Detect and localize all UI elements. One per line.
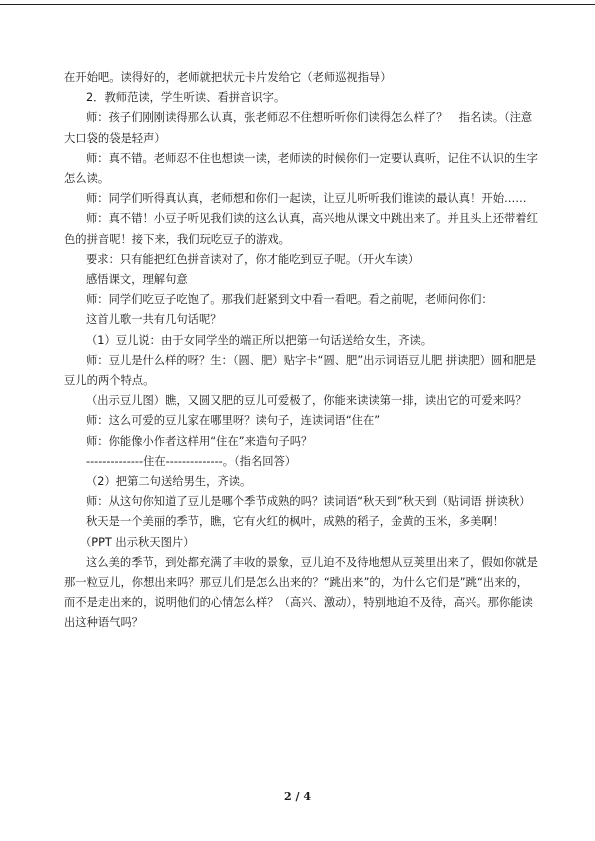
paragraph: 师：这么可爱的豆儿家在哪里呀？读句子，连读词语“住在”: [86, 414, 381, 428]
paragraph: --------------住在--------------。（指名回答）: [86, 454, 297, 468]
paragraph: （2）把第二句送给男生，齐读。: [86, 475, 252, 489]
document-body: [64, 68, 539, 634]
paragraph: 师：你能像小作者这样用“住在”来造句子吗？: [86, 434, 313, 448]
paragraph: （1）豆儿说：由于女同学坐的端正所以把第一句话送给女生，齐读。: [86, 333, 433, 347]
paragraph: 在开始吧。读得好的，老师就把状元卡片发给它（老师巡视指导）: [64, 71, 392, 84]
paragraph: 秋天是一个美丽的季节，瞧，它有火红的枫叶，成熟的稻子，金黄的玉米，多美啊！: [86, 515, 504, 529]
paragraph: 师：孩子们刚刚读得那么认真，张老师忍不住想听听你们读得怎么样了？ 指名读。（注意大口袋的袋是轻声）: [64, 111, 533, 145]
paragraph: 师：豆儿是什么样的呀？生：（圆、肥）贴字卡“圆、肥”出示词语豆儿肥 拼读肥）圆和肥是豆儿的两个特点。: [64, 353, 537, 388]
paragraph: （出示豆儿图）瞧，又圆又肥的豆儿可爱极了，你能来读读第一排，读出它的可爱来吗？: [86, 394, 527, 408]
paragraph: 这么美的季节，到处都充满了丰收的景象，豆儿迫不及待地想从豆荚里出来了，假如你就是那一粒豆儿，你想出来吗？那豆儿们是怎么出来的？“跳出来”的，为什么它们是”跳“出来的，而不是走出来的，说明他们的心情怎么样？（高兴、激动），特别地迫不及待，高兴。那你能读出这种语气吗？: [64, 555, 538, 630]
header-rule: [0, 4, 595, 5]
paragraph: 要求：只有能把红色拼音读对了，你才能吃到豆子呢。（开火车读）: [86, 252, 420, 266]
section-heading: 感悟课文，理解句意: [86, 273, 188, 287]
paragraph: 师：真不错！小豆子听见我们读的这么认真，高兴地从课文中跳出来了。并且头上还带着红色的拼音呢！接下来，我们玩吃豆子的游戏。: [64, 212, 538, 246]
paragraph: 师：从这句你知道了豆儿是哪个季节成熟的吗？读词语“秋天到”秋天到（贴词语 拼读秋）: [86, 495, 531, 509]
paragraph: （PPT 出示秋天图片）: [80, 535, 195, 549]
paragraph: 师：同学们吃豆子吃饱了。那我们赶紧到文中看一看吧。看之前呢，老师问你们：: [86, 293, 493, 307]
paragraph: 师：同学们听得真认真，老师想和你们一起读，让豆儿听听我们谁读的最认真！开始……: [86, 192, 527, 206]
page-number: 2 / 4: [284, 790, 311, 803]
paragraph: 师：真不错。老师忍不住也想读一读，老师读的时候你们一定要认真听，记住不认识的生字怎么读。: [64, 151, 538, 186]
paragraph: 2．教师范读，学生听读、看拼音识字。: [86, 91, 286, 105]
paragraph: 这首儿歌一共有几句话呢？: [86, 313, 222, 327]
